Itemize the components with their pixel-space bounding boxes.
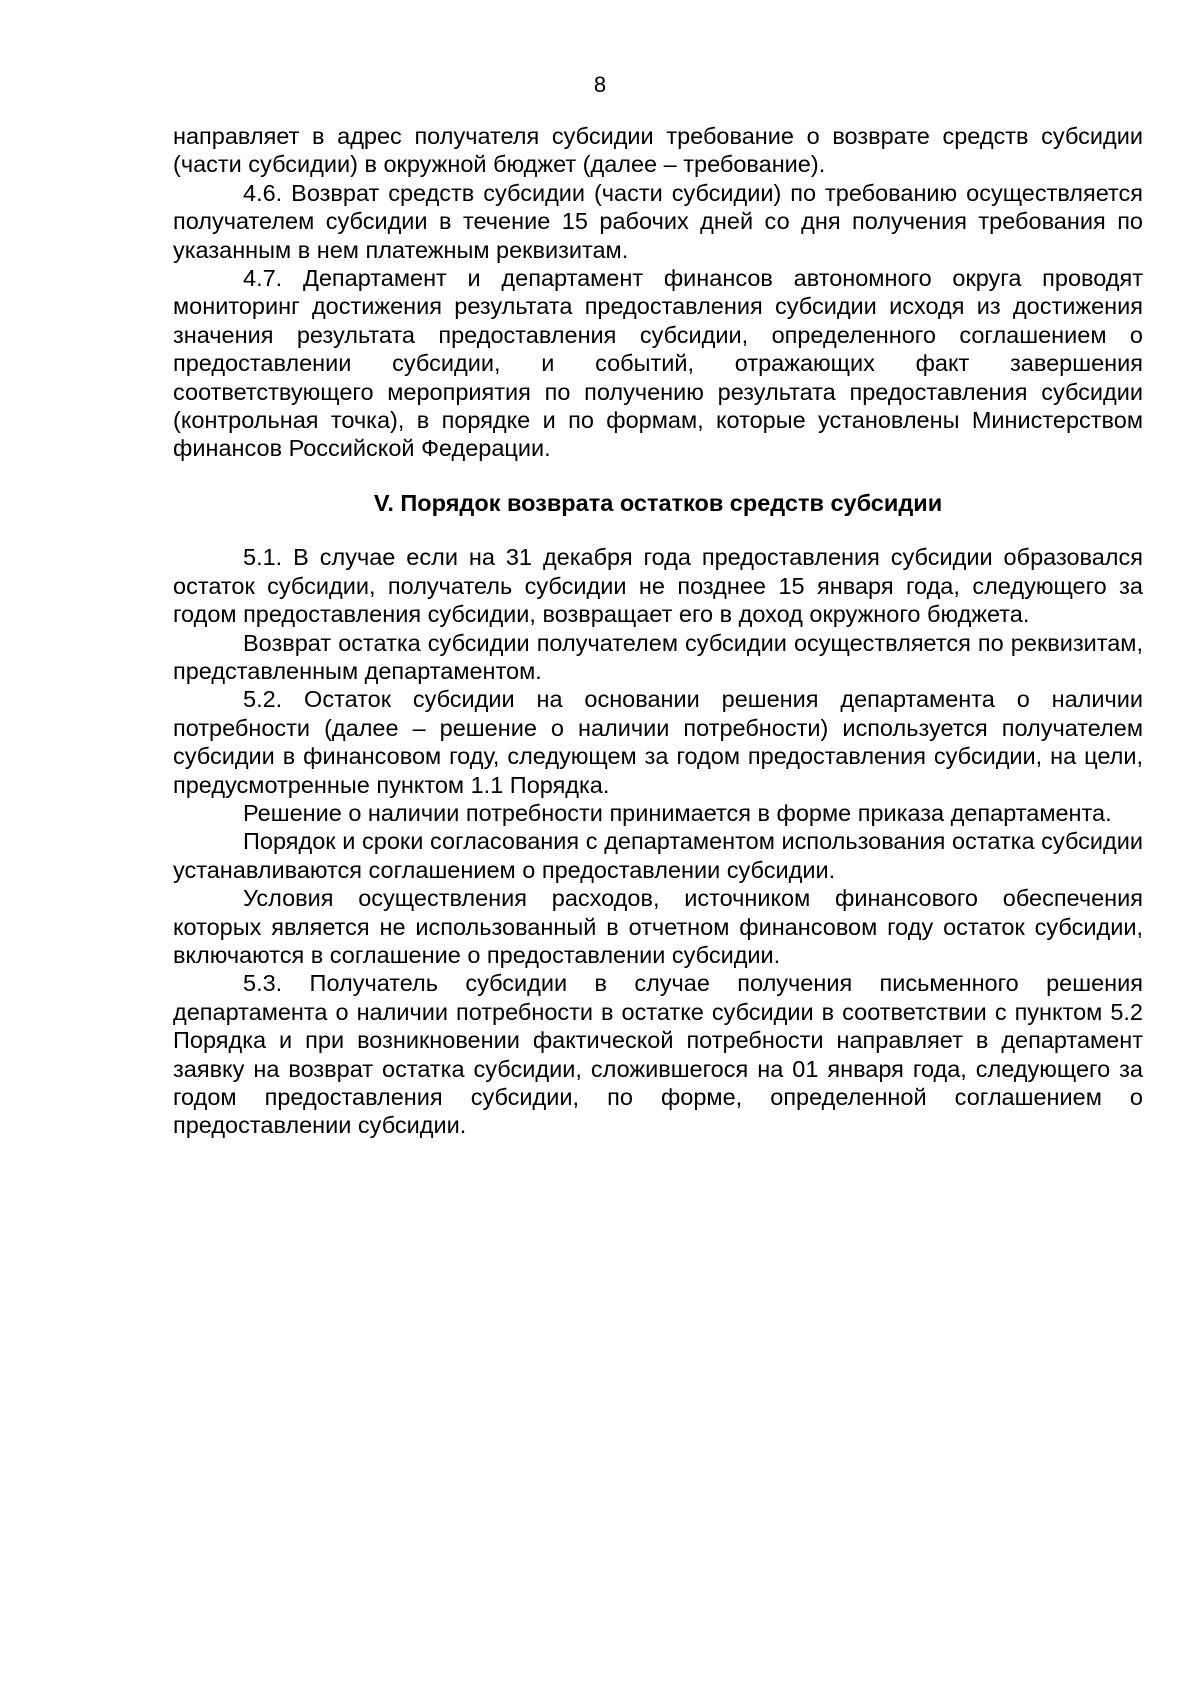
paragraph-4-7: 4.7. Департамент и департамент финансов автономного округа проводят мониторинг достижения результата предоставления субсидии исходя из достижения значения результата предоставления субсидии, определенного соглашением о предоставлении субсидии, и событий, отражающих факт завершения соответствующего мероприятия по получению результата предоставления субсидии (контрольная точка), в порядке и по формам, которые установлены Министерством финансов Российской Федерации. — [173, 265, 1143, 462]
page-number: 8 — [593, 72, 607, 97]
paragraph-5-2-procedure: Порядок и сроки согласования с департаментом использования остатка субсидии устанавливаются соглашением о предоставлении субсидии. — [173, 828, 1143, 883]
paragraph-5-2-conditions: Условия осуществления расходов, источником финансового обеспечения которых является не использованный в отчетном финансовом году остаток субсидии, включаются в соглашение о предоставлении субсидии. — [173, 885, 1143, 968]
paragraph-5-2: 5.2. Остаток субсидии на основании решения департамента о наличии потребности (далее – решение о наличии потребности) используется получателем субсидии в финансовом году, следующем за годом предоставления субсидии, на цели, предусмотренные пунктом 1.1 Порядка. — [173, 686, 1143, 798]
paragraph-5-2-decision: Решение о наличии потребности принимается в форме приказа департамента. — [243, 799, 1112, 826]
paragraph-4-6: 4.6. Возврат средств субсидии (части субсидии) по требованию осуществляется получателем субсидии в течение 15 рабочих дней со дня получения требования по указанным в нем платежным реквизитам. — [173, 179, 1143, 263]
paragraph-continuation: направляет в адрес получателя субсидии требование о возврате средств субсидии (части субсидии) в окружной бюджет (далее – требование). — [173, 123, 1143, 178]
paragraph-5-1: 5.1. В случае если на 31 декабря года предоставления субсидии образовался остаток субсидии, получатель субсидии не позднее 15 января года, следующего за годом предоставления субсидии, возвращает его в доход окружного бюджета. — [173, 544, 1143, 628]
section-title: V. Порядок возврата остатков средств субсидии — [373, 489, 943, 516]
paragraph-5-3: 5.3. Получатель субсидии в случае получения письменного решения департамента о наличии потребности в остатке субсидии в соответствии с пунктом 5.2 Порядка и при возникновении фактической потребности направляет в департамент заявку на возврат остатка субсидии, сложившегося на 01 января года, следующего за годом предоставления субсидии, по форме, определенной соглашением о предоставлении субсидии. — [173, 970, 1143, 1139]
paragraph-5-1-return: Возврат остатка субсидии получателем субсидии осуществляется по реквизитам, представленным департаментом. — [173, 629, 1143, 684]
document-body — [173, 122, 1143, 1140]
